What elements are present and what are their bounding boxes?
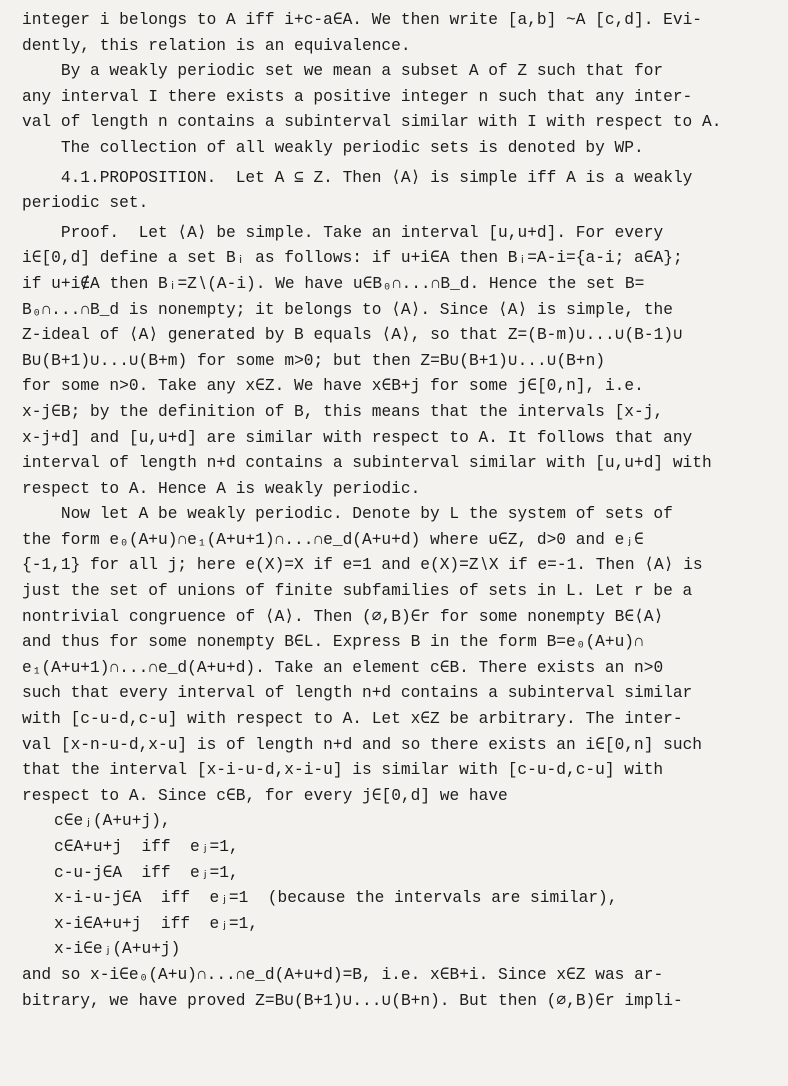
text-line: Now let A be weakly periodic. Denote by L the system of sets of xyxy=(22,505,673,524)
text-line: c-u-j∈A iff eⱼ=1, xyxy=(54,863,239,882)
text-line: B∪(B+1)∪...∪(B+m) for some m>0; but then Z=B∪(B+1)∪...∪(B+n) xyxy=(22,351,606,370)
paragraph xyxy=(22,221,766,503)
text-line: nontrivial congruence of ⟨A⟩. Then (∅,B)∈r for some nonempty B∈⟨A⟩ xyxy=(22,607,664,626)
text-line: By a weakly periodic set we mean a subset A of Z such that for xyxy=(22,62,664,81)
text-line: c∈A+u+j iff eⱼ=1, xyxy=(54,838,239,856)
text-line: {-1,1} for all j; here e(X)=X if e=1 and e(X)=Z∖X if e=-1. Then ⟨A⟩ is xyxy=(22,556,703,575)
paragraph xyxy=(22,502,766,809)
text-line: if u+i∉A then Bᵢ=Z∖(A-i). We have u∈B₀∩...∩B_d. Hence the set B= xyxy=(22,274,645,293)
text-line: B₀∩...∩B_d is nonempty; it belongs to ⟨A⟩. Since ⟨A⟩ is simple, the xyxy=(22,300,673,319)
text-line: x-i∈eⱼ(A+u+j) xyxy=(54,940,181,959)
text-line: 4.1.PROPOSITION. Let A ⊆ Z. Then ⟨A⟩ is simple iff A is a weakly xyxy=(22,168,693,187)
text-line: respect to A. Hence A is weakly periodic. xyxy=(22,479,421,498)
paragraph xyxy=(22,136,766,162)
text-line: periodic set. xyxy=(22,194,149,213)
text-line: for some n>0. Take any x∈Z. We have x∈B+j for some j∈[0,n], i.e. xyxy=(22,377,644,396)
paragraph xyxy=(22,963,766,1014)
text-line: Z-ideal of ⟨A⟩ generated by B equals ⟨A⟩, so that Z=(B-m)∪...∪(B-1)∪ xyxy=(22,326,683,345)
text-line: with [c-u-d,c-u] with respect to A. Let x∈Z be arbitrary. The inter- xyxy=(22,710,683,729)
text-line: x-j∈B; by the definition of B, this means that the intervals [x-j, xyxy=(22,402,664,421)
text-line: integer i belongs to A iff i+c-a∈A. We then write [a,b] ~A [c,d]. Evi- xyxy=(22,11,703,29)
text-line: i∈[0,d] define a set Bᵢ as follows: if u+i∈A then Bᵢ=A-i={a-i; a∈A}; xyxy=(22,249,683,268)
text-line: e₁(A+u+1)∩...∩e_d(A+u+d). Take an element c∈B. There exists an n>0 xyxy=(22,658,664,677)
text-line: x-i-u-j∈A iff eⱼ=1 (because the intervals are similar), xyxy=(54,889,618,908)
text-line: the form e₀(A+u)∩e₁(A+u+1)∩...∩e_d(A+u+d) where u∈Z, d>0 and eⱼ∈ xyxy=(22,530,644,549)
text-line: that the interval [x-i-u-d,x-i-u] is similar with [c-u-d,c-u] with xyxy=(22,761,664,780)
text-line: any interval I there exists a positive integer n such that any inter- xyxy=(22,87,693,106)
text-line: and thus for some nonempty B∈L. Express B in the form B=e₀(A+u)∩ xyxy=(22,633,644,652)
text-line: such that every interval of length n+d contains a subinterval similar xyxy=(22,684,693,703)
text-line: c∈eⱼ(A+u+j), xyxy=(54,812,171,831)
text-line: x-j+d] and [u,u+d] are similar with respect to A. It follows that any xyxy=(22,428,693,447)
text-line: Proof. Let ⟨A⟩ be simple. Take an interval [u,u+d]. For every xyxy=(22,223,664,242)
text-line: respect to A. Since c∈B, for every j∈[0,d] we have xyxy=(22,786,508,805)
paragraph xyxy=(22,59,766,136)
text-line: val of length n contains a subinterval similar with I with respect to A. xyxy=(22,113,722,132)
display-equations xyxy=(22,809,766,963)
text-line: interval of length n+d contains a subinterval similar with [u,u+d] with xyxy=(22,454,712,473)
text-line: and so x-i∈e₀(A+u)∩...∩e_d(A+u+d)=B, i.e. x∈B+i. Since x∈Z was ar- xyxy=(22,965,664,984)
text-line: dently, this relation is an equivalence. xyxy=(22,36,411,55)
paragraph xyxy=(22,8,766,59)
text-line: bitrary, we have proved Z=B∪(B+1)∪...∪(B+n). But then (∅,B)∈r impli- xyxy=(22,991,683,1010)
text-line: The collection of all weakly periodic sets is denoted by WP. xyxy=(22,138,644,157)
paragraph xyxy=(22,166,766,217)
text-line: x-i∈A+u+j iff eⱼ=1, xyxy=(54,914,259,933)
text-line: just the set of unions of finite subfamilies of sets in L. Let r be a xyxy=(22,582,693,601)
text-line: val [x-n-u-d,x-u] is of length n+d and so there exists an i∈[0,n] such xyxy=(22,735,703,754)
